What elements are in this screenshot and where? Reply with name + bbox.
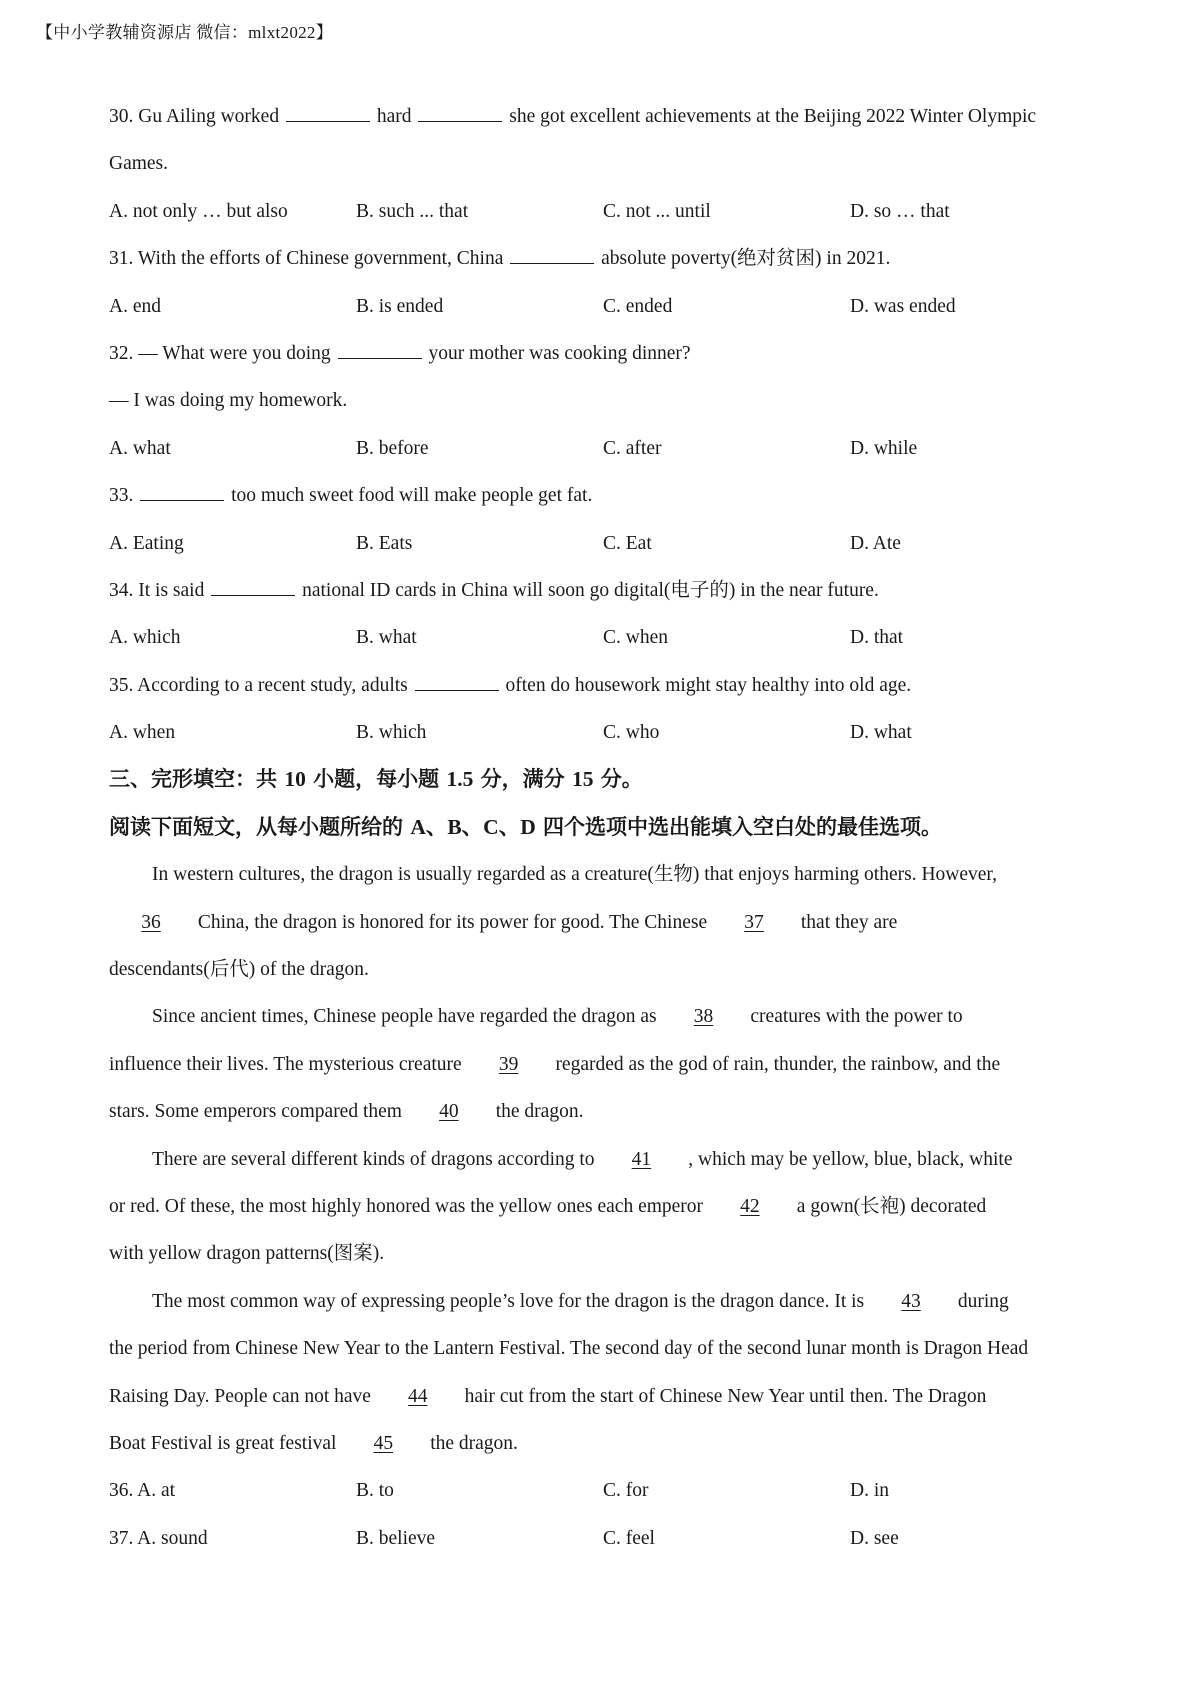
numbered-blank-43: 43 [901, 1290, 921, 1312]
passage-line [109, 1183, 1099, 1230]
answer-blank [338, 357, 422, 359]
answer-blank [211, 594, 295, 596]
option-a: A. when [109, 722, 176, 744]
passage-text: There are several different kinds of dragons according to [152, 1148, 600, 1170]
option-c: C. for [603, 1480, 649, 1502]
passage-line: In western cultures, the dragon is usually regarded as a creature(生物) that enjoys harming others. However, [152, 864, 998, 886]
q32-options [109, 425, 1099, 472]
numbered-blank-40: 40 [439, 1101, 459, 1123]
option-c: C. feel [603, 1527, 655, 1549]
passage-line: with yellow dragon patterns(图案). [109, 1243, 385, 1265]
passage-text: during [953, 1290, 1009, 1312]
option-a: A. which [109, 627, 181, 649]
section-instructions [109, 804, 1099, 851]
passage-line: descendants(后代) of the dragon. [109, 959, 369, 981]
answer-blank [418, 120, 502, 122]
q31-options [109, 283, 1099, 330]
option-b: B. Eats [356, 532, 413, 554]
q33-text-1: 33. [109, 485, 139, 507]
option-d: D. in [850, 1480, 889, 1502]
question-33 [109, 472, 1099, 519]
section-title-text: 分。 [593, 767, 643, 792]
q31-text-2: absolute poverty(绝对贫困) in 2021. [596, 248, 891, 270]
q30-text-2: hard [371, 106, 417, 127]
answer-blank [286, 120, 370, 122]
passage-line: the period from Chinese New Year to the Lantern Festival. The second day of the second lunar month is Dragon Head [109, 1338, 1029, 1360]
option-letters: A、B、C、D [410, 814, 536, 839]
option-b: B. believe [356, 1527, 436, 1549]
numbered-blank-37: 37 [744, 911, 764, 933]
option-a: A. what [109, 437, 171, 459]
question-35 [109, 662, 1099, 709]
option-c: C. who [603, 722, 660, 744]
passage-text: a gown(长袍) decorated [791, 1195, 987, 1217]
exam-sheet [109, 93, 1099, 1562]
option-a: A. end [109, 295, 161, 317]
option-c: C. not ... until [603, 200, 711, 222]
numbered-blank-45: 45 [373, 1432, 394, 1454]
numbered-blank-41: 41 [631, 1148, 652, 1170]
numbered-blank-38: 38 [693, 1006, 714, 1028]
numbered-blank-36: 36 [141, 911, 161, 933]
passage-text: or red. Of these, the most highly honored was the yellow ones each emperor [109, 1195, 708, 1217]
passage-line [109, 899, 1099, 946]
option-b: B. what [356, 627, 417, 649]
passage-text: that they are [796, 911, 898, 933]
instruction-text: 四个选项中选出能填入空白处的最佳选项。 [535, 814, 943, 839]
option-a: 37. A. sound [109, 1527, 208, 1549]
passage-text: China, the dragon is honored for its power for good. The Chinese [193, 911, 712, 933]
q33-options [109, 520, 1099, 567]
answer-blank [510, 262, 594, 264]
question-34 [109, 567, 1099, 614]
watermark: 【中小学教辅资源店 微信：mlxt2022】 [36, 23, 334, 42]
q30-options [109, 188, 1099, 235]
points-per-question: 1.5 [446, 767, 474, 792]
passage-text: hair cut from the start of Chinese New Year until then. The Dragon [459, 1385, 987, 1407]
option-d: D. what [850, 722, 912, 744]
q36-options [109, 1467, 1099, 1514]
section-title-text: 小题，每小题 [305, 767, 447, 792]
q34-text-2: national ID cards in China will soon go digital(电子的) in the near future. [297, 579, 879, 601]
total-points: 15 [571, 767, 594, 792]
passage-line [109, 1373, 1099, 1420]
numbered-blank-44: 44 [408, 1385, 428, 1407]
q35-options [109, 709, 1099, 756]
option-c: C. when [603, 627, 668, 649]
passage-text: The most common way of expressing people’s love for the dragon is the dragon dance. It is [152, 1290, 869, 1312]
section-title-text: 分，满分 [473, 767, 572, 792]
passage-text: Since ancient times, Chinese people have regarded the dragon as [152, 1006, 662, 1028]
option-d: D. while [850, 437, 918, 459]
option-a: A. Eating [109, 532, 184, 554]
passage-line [109, 1041, 1099, 1088]
passage-text: Boat Festival is great festival [109, 1432, 342, 1454]
passage-text: the dragon. [490, 1101, 584, 1123]
q30-text-3: she got excellent achievements at the Beijing 2022 Winter Olympic [504, 106, 1037, 127]
question-count: 10 [284, 767, 306, 792]
question-30 [109, 93, 1099, 140]
option-d: D. so … that [850, 200, 950, 222]
passage-line [109, 1420, 1099, 1467]
numbered-blank-42: 42 [740, 1195, 760, 1217]
answer-blank [415, 689, 499, 691]
q30-text-1: 30. Gu Ailing worked [109, 106, 284, 127]
q32-text-2: your mother was cooking dinner? [423, 342, 691, 364]
q37-options [109, 1515, 1099, 1562]
option-d: D. that [850, 627, 904, 649]
passage-text: the dragon. [425, 1432, 518, 1454]
instruction-text: 阅读下面短文，从每小题所给的 [109, 814, 411, 839]
q34-text-1: 34. It is said [109, 579, 210, 601]
option-a: 36. A. at [109, 1480, 176, 1502]
passage-line [109, 1088, 1099, 1135]
option-d: D. Ate [850, 532, 901, 554]
option-b: B. which [356, 722, 427, 744]
option-a: A. not only … but also [109, 200, 288, 222]
passage-text: Raising Day. People can not have [109, 1385, 376, 1407]
option-b: B. is ended [356, 295, 444, 317]
answer-blank [140, 499, 224, 501]
option-b: B. to [356, 1480, 394, 1502]
option-d: D. was ended [850, 295, 956, 317]
q35-text-2: often do housework might stay healthy into old age. [500, 674, 912, 696]
q31-text-1: 31. With the efforts of Chinese government, China [109, 248, 509, 270]
q32-reply: — I was doing my homework. [109, 390, 348, 412]
q32-text-1: 32. — What were you doing [109, 342, 336, 364]
passage-text: influence their lives. The mysterious creature [109, 1053, 467, 1075]
section-title-text: 三、完形填空：共 [109, 767, 285, 792]
section-title [109, 756, 1099, 803]
option-b: B. before [356, 437, 429, 459]
passage-text: creatures with the power to [745, 1006, 963, 1028]
passage-line [109, 1278, 1099, 1325]
question-31 [109, 235, 1099, 282]
option-c: C. Eat [603, 532, 652, 554]
option-c: C. ended [603, 295, 673, 317]
option-c: C. after [603, 437, 662, 459]
q35-text-1: 35. According to a recent study, adults [109, 674, 413, 696]
passage-text: , which may be yellow, blue, black, white [683, 1148, 1013, 1170]
numbered-blank-39: 39 [498, 1053, 519, 1075]
option-d: D. see [850, 1527, 899, 1549]
q34-options [109, 614, 1099, 661]
passage-line [109, 1136, 1099, 1183]
passage-text: stars. Some emperors compared them [109, 1101, 407, 1123]
question-32 [109, 330, 1099, 377]
passage-line [109, 993, 1099, 1040]
passage-text: regarded as the god of rain, thunder, the rainbow, and the [550, 1053, 1001, 1075]
q33-text-2: too much sweet food will make people get fat. [226, 485, 593, 507]
q30-continuation: Games. [109, 153, 169, 175]
option-b: B. such ... that [356, 200, 469, 222]
